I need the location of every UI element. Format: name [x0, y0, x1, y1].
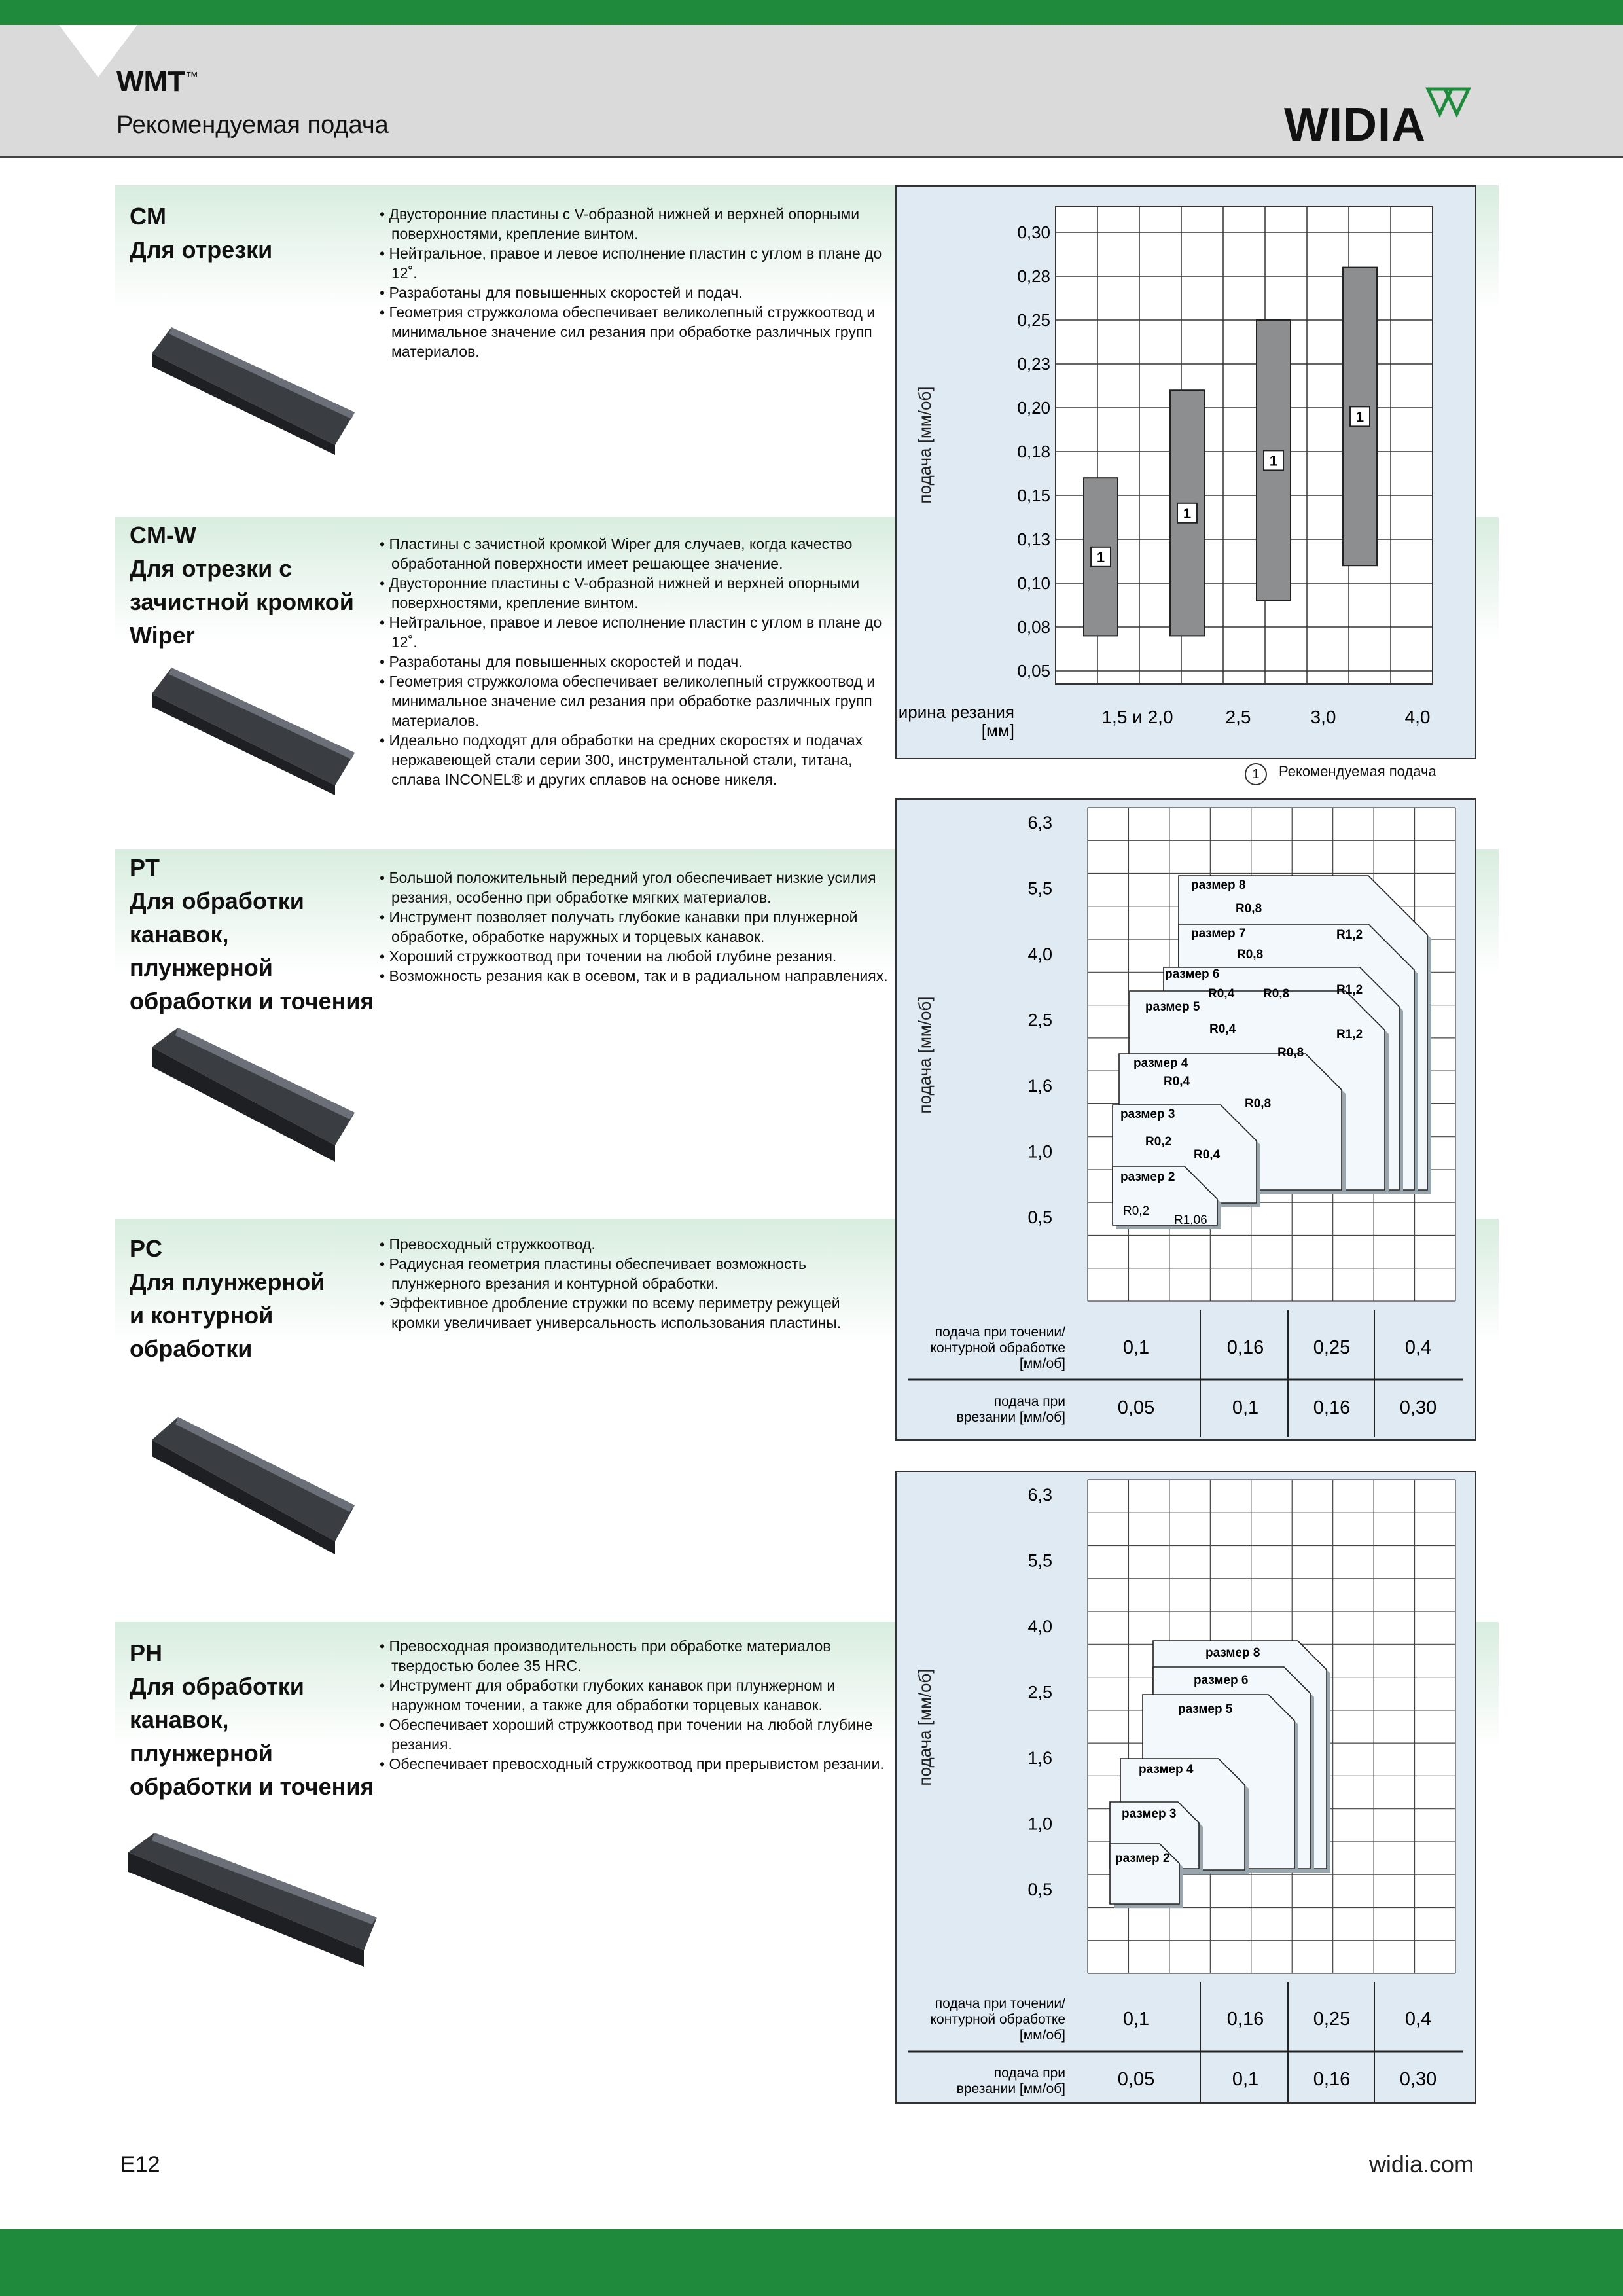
table-cell: 0,1	[1122, 1337, 1150, 1358]
insert-ph-image	[115, 1826, 383, 1977]
widia-logo: WIDIA	[1284, 99, 1426, 151]
y-tick-label: 0,25	[1017, 310, 1050, 330]
shape-label: размер 8	[1205, 1646, 1260, 1660]
x-tick-label: 4,0	[1404, 707, 1431, 727]
shape-label: R0,8	[1245, 1097, 1272, 1111]
insert-pt-image	[139, 1021, 361, 1172]
x-tick-label: 2,5	[1225, 707, 1251, 727]
shape-label: размер 2	[1115, 1852, 1170, 1865]
table-row2-label: подача при	[993, 1394, 1065, 1409]
y-tick-label: 5,5	[1027, 1551, 1052, 1571]
shape-label: R1,2	[1336, 983, 1363, 997]
bullets-pt: • Большой положительный передний угол обеспечивает низкие усилия резания, особенно при обработке мягких материалов. • Инструмент позволяет получать глубокие канавки при плунжерной обработке, обработке наружных и торцевых канавок. • Хороший стружкоотвод при точении на любой глубине резания. • Возможность резания как в осевом, так и в радиальном направлениях.	[380, 868, 890, 986]
header	[0, 25, 1623, 158]
chart-cm-panel	[895, 185, 1476, 759]
section-title-cmw: CM-W Для отрезки с зачистной кромкой Wiper	[130, 522, 354, 649]
y-tick-label: 0,5	[1027, 1208, 1052, 1228]
table-row2-label: подача при	[993, 2066, 1065, 2081]
page-subtitle: Рекомендуемая подача	[116, 111, 389, 139]
table-cell: 0,1	[1232, 2069, 1259, 2090]
section-title-pt: PT Для обработки канавок, плунжерной обработки и точения	[130, 854, 374, 1014]
shape-label: размер 6	[1165, 967, 1220, 981]
y-tick-label: 0,18	[1017, 442, 1050, 461]
bottom-bar	[0, 2229, 1623, 2296]
y-tick-label: 0,08	[1017, 617, 1050, 637]
table-row1-label: подача при точении/	[935, 1325, 1065, 1340]
y-tick-label: 6,3	[1027, 813, 1052, 833]
y-tick-label: 0,28	[1017, 266, 1050, 286]
chart1-xlabel-1: ширина резания	[897, 702, 1014, 722]
y-tick-label: 0,13	[1017, 529, 1050, 549]
table-cell: 0,25	[1313, 1337, 1351, 1358]
y-tick-label: 5,5	[1027, 878, 1052, 899]
table-cell: 0,16	[1313, 2069, 1351, 2090]
widia-logo-icon	[1425, 85, 1478, 124]
shape-label: R0,4	[1208, 987, 1235, 1001]
y-tick-label: 4,0	[1027, 944, 1052, 965]
recommended-feed-marker-label: 1	[1183, 505, 1192, 522]
table-cell: 0,1	[1232, 1397, 1259, 1418]
shape-label: размер 3	[1120, 1107, 1175, 1121]
shape-label: размер 4	[1133, 1056, 1188, 1070]
shape-label: размер 7	[1191, 927, 1246, 941]
recommended-feed-marker-label: 1	[1355, 408, 1364, 425]
shape-label: R0,8	[1237, 948, 1264, 961]
table-row1-label: подача при точении/	[935, 1996, 1065, 2011]
shape-label: R0,8	[1236, 902, 1262, 916]
shape-label: R0,4	[1209, 1022, 1236, 1036]
y-tick-label: 1,0	[1027, 1141, 1052, 1162]
page-number: E12	[120, 2152, 160, 2177]
table-row2-label: врезании [мм/об]	[956, 2081, 1065, 2096]
chart3-ylabel: подача [мм/об]	[915, 1668, 935, 1786]
shape-label: R0,4	[1194, 1148, 1221, 1162]
chart2-ylabel: подача [мм/об]	[915, 996, 935, 1114]
shape-label: R1,2	[1336, 1028, 1363, 1041]
table-cell: 0,1	[1122, 2009, 1150, 2030]
recommended-feed-marker-label: 1	[1269, 452, 1278, 469]
shape-label: размер 2	[1120, 1170, 1175, 1184]
y-tick-label: 2,5	[1027, 1010, 1052, 1030]
shape-label: R1,06	[1174, 1213, 1207, 1227]
table-cell: 0,16	[1226, 1337, 1264, 1358]
table-cell: 0,16	[1313, 1397, 1351, 1418]
y-tick-label: 1,0	[1027, 1814, 1052, 1834]
table-row1-label: [мм/об]	[1019, 1356, 1065, 1371]
size-diagram-2	[897, 1472, 1475, 2102]
y-tick-label: 0,30	[1017, 223, 1050, 242]
shape-label: размер 3	[1122, 1807, 1177, 1821]
table-row1-label: контурной обработке	[930, 2012, 1065, 2027]
shape-label: R0,8	[1263, 987, 1290, 1001]
x-tick-label: 3,0	[1310, 707, 1336, 727]
section-title-cm: CM Для отрезки	[130, 203, 273, 263]
x-tick-label: 1,5 и 2,0	[1101, 707, 1173, 727]
y-tick-label: 1,6	[1027, 1076, 1052, 1096]
y-tick-label: 6,3	[1027, 1485, 1052, 1505]
insert-cmw-image	[139, 655, 361, 805]
y-tick-label: 0,20	[1017, 398, 1050, 418]
table-row1-label: контурной обработке	[930, 1340, 1065, 1355]
bullets-ph: • Превосходная производительность при обработке материалов твердостью более 35 HRC. • Инструмент для обработки глубоких канавок при плунжерном и наружном точении, а также для обработки торцевых канавок. • Обеспечивает хороший стружкоотвод при точении на любой глубине резания. • Обеспечивает превосходный стружкоотвод при прерывистом резании.	[380, 1636, 890, 1774]
insert-cm-image	[139, 314, 361, 465]
shape-label: размер 5	[1178, 1702, 1233, 1716]
shape-label: размер 8	[1191, 878, 1246, 892]
table-cell: 0,30	[1399, 1397, 1437, 1418]
y-tick-label: 0,5	[1027, 1880, 1052, 1900]
table-cell: 0,05	[1117, 2069, 1155, 2090]
shape-label: R0,2	[1145, 1135, 1172, 1149]
chart1-ylabel: подача [мм/об]	[915, 386, 935, 504]
bullets-cmw: • Пластины с зачистной кромкой Wiper для случаев, когда качество обработанной поверхности имеет решающее значение. • Двусторонние пластины с V-образной нижней и верхней опорными поверхностями, крепление винтом. • Нейтральное, правое и левое исполнение пластин с углом в плане до 12˚. • Разработаны для повышенных скоростей и подач. • Геометрия стружколома обеспечивает великолепный стружкоотвод и минимальное значение сил резания при обработке различных групп материалов. • Идеально подходят для обработки на средних скоростях и подачах нержавеющей стали серии 300, инструментальной стали, титана, сплава INCONEL® и других сплавов на основе никеля.	[380, 534, 890, 789]
chart-ph-panel	[895, 1471, 1476, 2104]
recommended-feed-marker-label: 1	[1096, 548, 1105, 565]
chart-pt-pc-panel	[895, 798, 1476, 1441]
legend-marker: 1	[1245, 763, 1267, 785]
y-tick-label: 0,15	[1017, 486, 1050, 505]
chart1-xlabel-2: [мм]	[981, 721, 1014, 740]
bullets-pc: • Превосходный стружкоотвод. • Радиусная геометрия пластины обеспечивает возможность плунжерного врезания и контурной обработки. • Эффективное дробление стружки по всему периметру режущей кромки увеличивает универсальность использования пластины.	[380, 1234, 890, 1333]
y-tick-label: 1,6	[1027, 1748, 1052, 1768]
shape-label: R0,2	[1123, 1204, 1150, 1218]
feed-range-chart	[897, 187, 1475, 758]
section-title-ph: PH Для обработки канавок, плунжерной обработки и точения	[130, 1640, 374, 1800]
shape-label: размер 6	[1194, 1674, 1249, 1687]
insert-pc-image	[139, 1407, 361, 1564]
page-title: WMT™	[116, 65, 199, 98]
table-cell: 0,4	[1404, 1337, 1432, 1358]
size-diagram-1	[897, 800, 1475, 1439]
bullets-cm: • Двусторонние пластины с V-образной нижней и верхней опорными поверхностями, крепление винтом. • Нейтральное, правое и левое исполнение пластин с углом в плане до 12˚. • Разработаны для повышенных скоростей и подач. • Геометрия стружколома обеспечивает великолепный стружкоотвод и минимальное значение сил резания при обработке различных групп материалов.	[380, 204, 890, 361]
shape-label: размер 5	[1145, 1000, 1200, 1014]
shape-label: R0,4	[1164, 1075, 1190, 1088]
table-cell: 0,25	[1313, 2009, 1351, 2030]
y-tick-label: 0,23	[1017, 354, 1050, 374]
shape-label: R1,2	[1336, 928, 1363, 942]
table-row1-label: [мм/об]	[1019, 2028, 1065, 2043]
legend-label: Рекомендуемая подача	[1279, 763, 1436, 780]
shape-label: R0,8	[1277, 1046, 1304, 1060]
section-title-pc: PC Для плунжерной и контурной обработки	[130, 1235, 325, 1362]
shape-label: размер 4	[1139, 1763, 1194, 1776]
website-link[interactable]: widia.com	[1368, 2151, 1474, 2178]
y-tick-label: 0,05	[1017, 661, 1050, 681]
y-tick-label: 2,5	[1027, 1682, 1052, 1702]
table-cell: 0,30	[1399, 2069, 1437, 2090]
table-cell: 0,4	[1404, 2009, 1432, 2030]
table-cell: 0,05	[1117, 1397, 1155, 1418]
table-cell: 0,16	[1226, 2009, 1264, 2030]
top-bar	[0, 0, 1623, 25]
table-row2-label: врезании [мм/об]	[956, 1410, 1065, 1425]
y-tick-label: 4,0	[1027, 1617, 1052, 1637]
y-tick-label: 0,10	[1017, 573, 1050, 593]
